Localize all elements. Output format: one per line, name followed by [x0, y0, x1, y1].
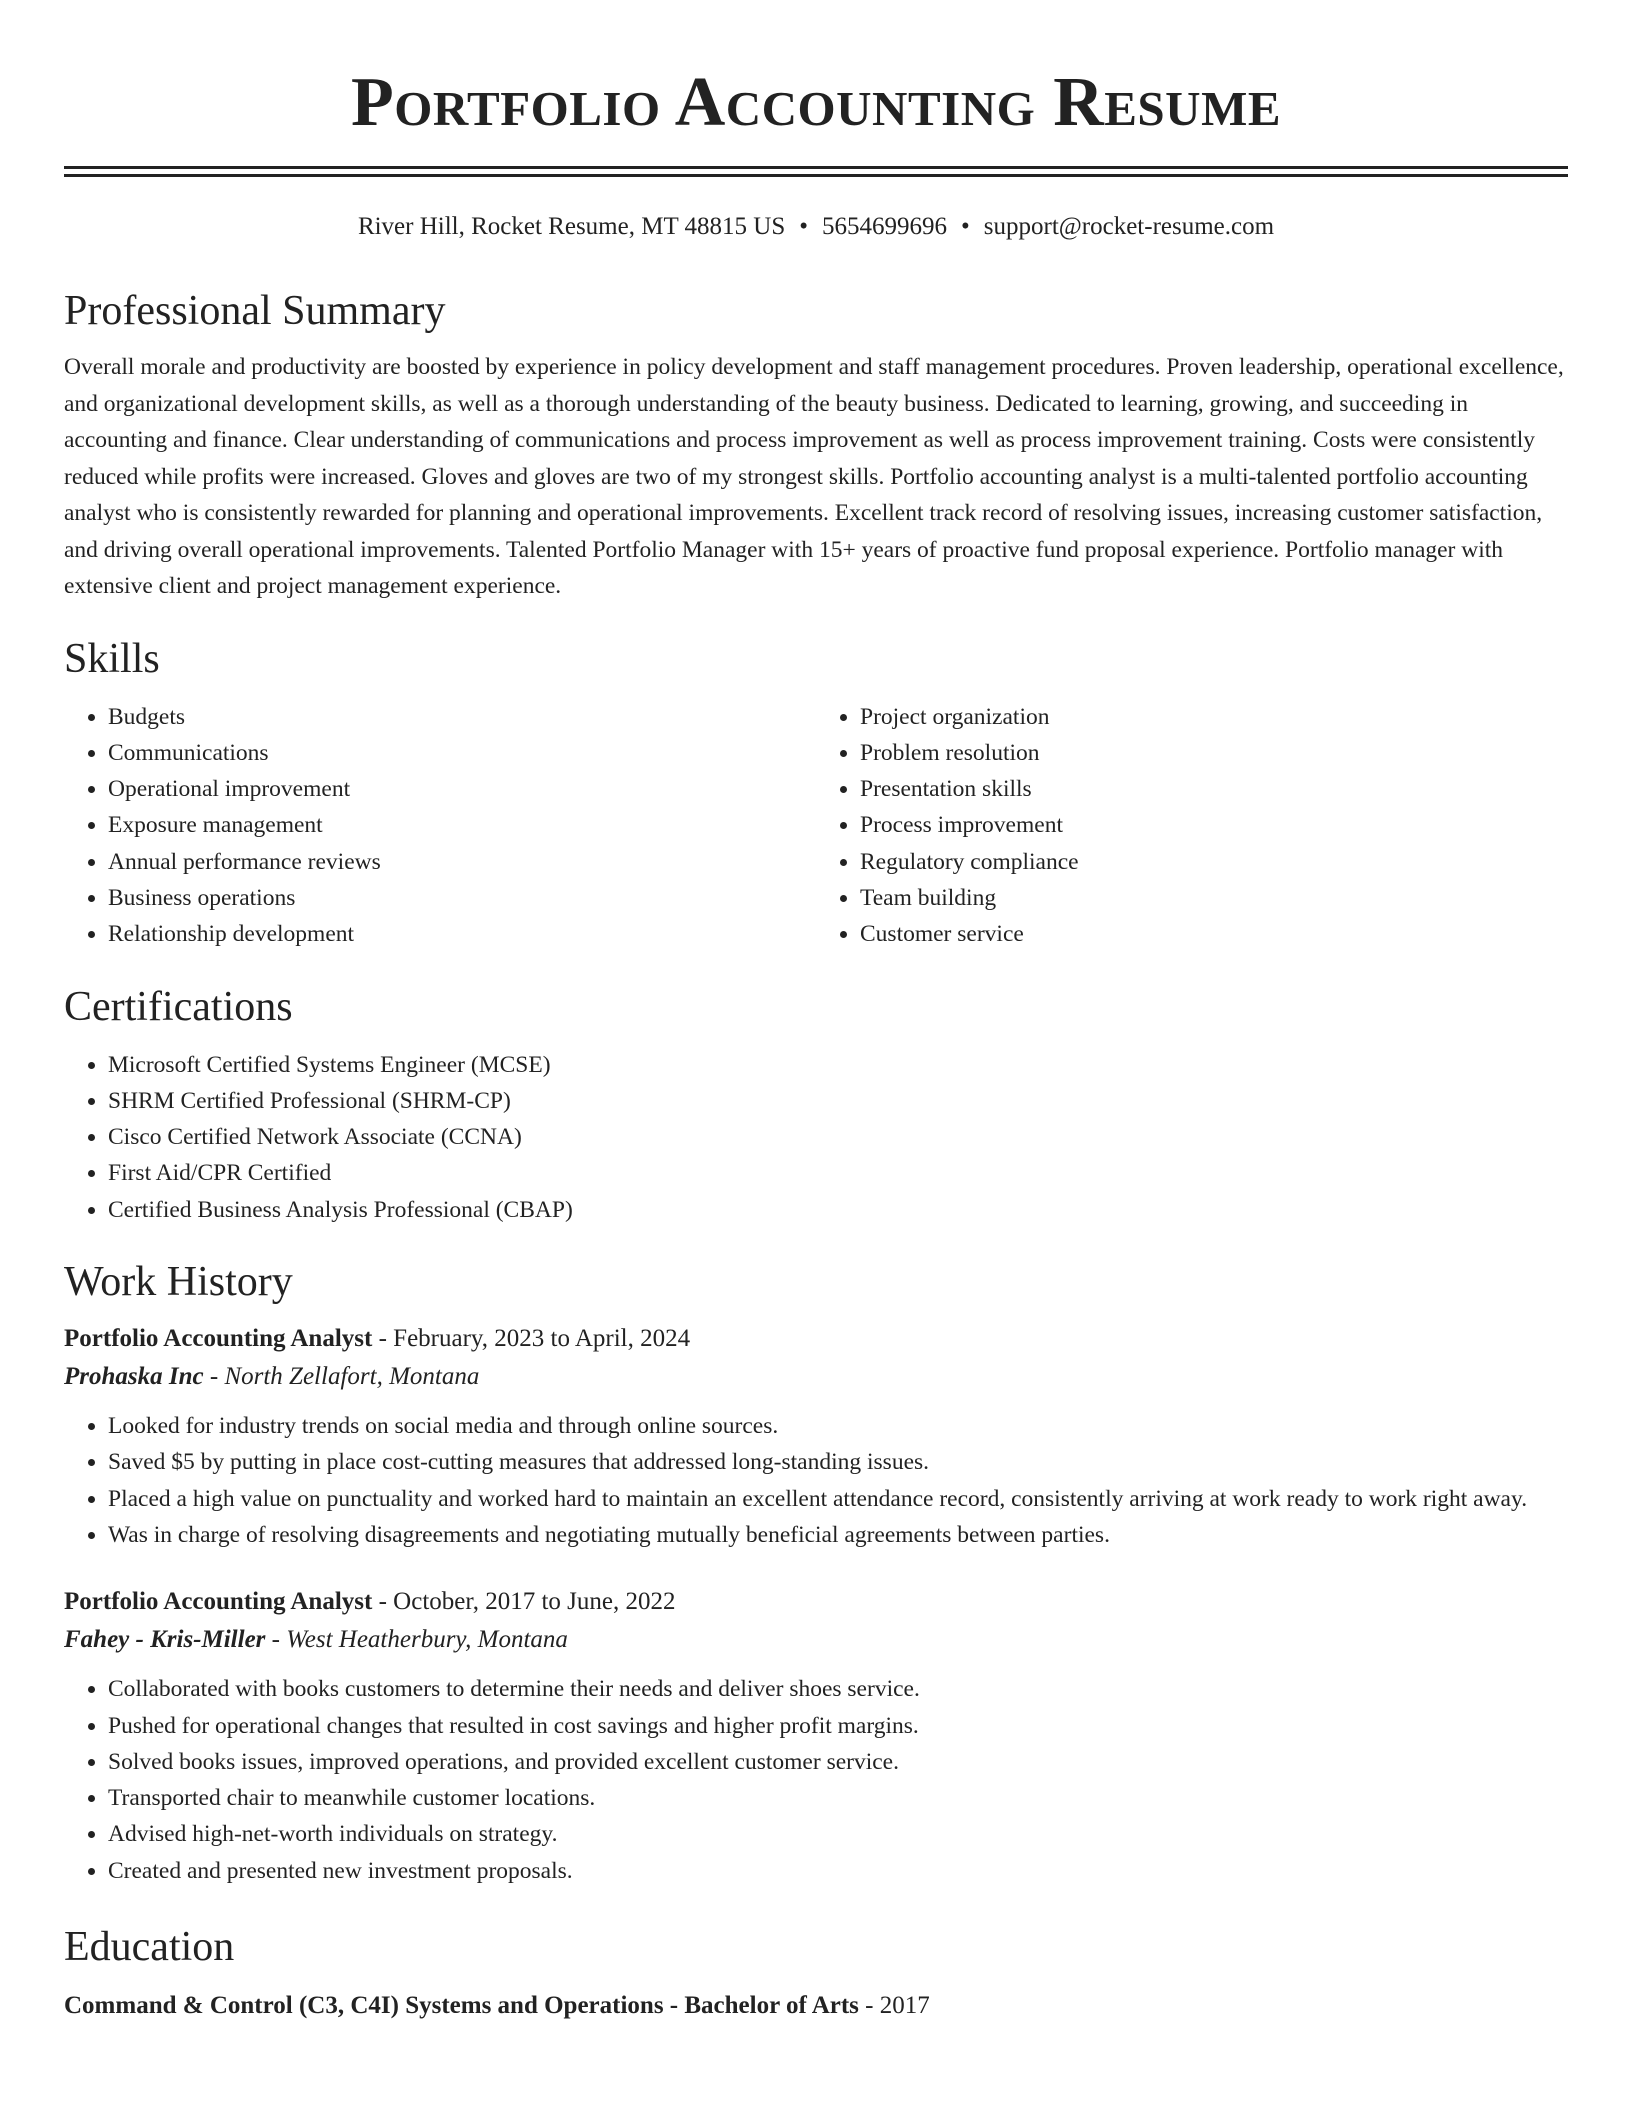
skill-item: • Relationship development [108, 916, 816, 952]
contact-email: support@rocket-resume.com [983, 213, 1275, 240]
contact-phone: 5654699696 [822, 213, 947, 240]
skill-item: • Problem resolution [860, 735, 1568, 771]
skill-item: • Customer service [860, 916, 1568, 952]
certification-item: • Certified Business Analysis Professional (CBAP) [108, 1192, 1568, 1228]
job-bullets [64, 1671, 1568, 1889]
skill-item: • Budgets [108, 699, 816, 735]
job-employer: Prohaska Inc - North Zellafort, Montana [64, 1363, 480, 1391]
skill-item: • Operational improvement [108, 771, 816, 807]
education-degree: Command & Control (C3, C4I) Systems and Operations - Bachelor of Arts [64, 1992, 859, 2020]
job-entry [64, 1583, 1568, 1889]
skills-list-left [64, 699, 816, 953]
job-bullet: • Collaborated with books customers to determine their needs and deliver shoes service. [108, 1671, 1568, 1707]
skills-section [64, 631, 1568, 953]
certifications-list [64, 1047, 1568, 1228]
job-entry [64, 1320, 1568, 1553]
education-year: 2017 [879, 1992, 930, 2020]
contact-line [64, 209, 1568, 245]
job-bullet: • Pushed for operational changes that resulted in cost savings and higher profit margins. [108, 1708, 1568, 1744]
job-bullets [64, 1408, 1568, 1553]
skill-item: • Presentation skills [860, 771, 1568, 807]
certification-item: • Microsoft Certified Systems Engineer (MCSE) [108, 1047, 1568, 1083]
job-bullet: • Solved books issues, improved operations, and provided excellent customer service. [108, 1744, 1568, 1780]
work-history-heading: Work History [64, 1259, 293, 1306]
work-history-section [64, 1254, 1568, 1889]
certification-item: • First Aid/CPR Certified [108, 1155, 1568, 1191]
contact-separator: • [961, 213, 970, 240]
contact-separator: • [799, 213, 808, 240]
education-heading: Education [64, 1924, 235, 1971]
job-employer: Fahey - Kris-Miller - West Heatherbury, Montana [64, 1626, 568, 1654]
certifications-section [64, 979, 1568, 1228]
job-dates: February, 2023 to April, 2024 [393, 1325, 691, 1353]
skill-item: • Exposure management [108, 807, 816, 843]
skill-item: • Business operations [108, 880, 816, 916]
job-bullet: • Advised high-net-worth individuals on strategy. [108, 1816, 1568, 1852]
title-divider [64, 166, 1568, 177]
summary-section [64, 283, 1568, 605]
certification-item: • Cisco Certified Network Associate (CCNA) [108, 1119, 1568, 1155]
job-header: Portfolio Accounting Analyst - October, 2017 to June, 2022 [64, 1588, 676, 1616]
job-dates: October, 2017 to June, 2022 [393, 1588, 676, 1616]
job-bullet: • Created and presented new investment proposals. [108, 1853, 1568, 1889]
skills-list-right [816, 699, 1568, 953]
skills-heading: Skills [64, 635, 160, 682]
skill-item: • Communications [108, 735, 816, 771]
job-company: Fahey - Kris-Miller [64, 1626, 266, 1654]
summary-heading: Professional Summary [64, 288, 446, 334]
certifications-heading: Certifications [64, 983, 293, 1030]
contact-address: River Hill, Rocket Resume, MT 48815 US [357, 213, 786, 240]
job-bullet: • Was in charge of resolving disagreements and negotiating mutually beneficial agreements between parties. [108, 1517, 1568, 1553]
skill-item: • Annual performance reviews [108, 844, 816, 880]
education-section [64, 1919, 1568, 2025]
job-title: Portfolio Accounting Analyst [64, 1325, 373, 1353]
job-bullet: • Placed a high value on punctuality and worked hard to maintain an excellent attendance record, consistently arriving at work ready to work right away. [108, 1481, 1568, 1517]
skill-item: • Regulatory compliance [860, 844, 1568, 880]
job-location: West Heatherbury, Montana [286, 1626, 568, 1654]
job-bullet: • Transported chair to meanwhile customer locations. [108, 1780, 1568, 1816]
skill-item: • Team building [860, 880, 1568, 916]
job-location: North Zellafort, Montana [224, 1363, 480, 1391]
certification-item: • SHRM Certified Professional (SHRM-CP) [108, 1083, 1568, 1119]
job-title: Portfolio Accounting Analyst [64, 1588, 373, 1616]
job-bullet: • Saved $5 by putting in place cost-cutting measures that addressed long-standing issues. [108, 1444, 1568, 1480]
job-header: Portfolio Accounting Analyst - February, 2023 to April, 2024 [64, 1325, 691, 1353]
skills-columns [64, 699, 1568, 953]
resume-title: Portfolio Accounting Resume [350, 64, 1282, 141]
education-entry: Command & Control (C3, C4I) Systems and Operations - Bachelor of Arts - 2017 [64, 1992, 930, 2020]
skill-item: • Project organization [860, 699, 1568, 735]
job-bullet: • Looked for industry trends on social media and through online sources. [108, 1408, 1568, 1444]
summary-text: Overall morale and productivity are boosted by experience in policy development and staff management procedures. Proven leadership, operational excellence, and organizational development skills, as well as a thorough understanding of the beauty business. Dedicated to learning, growing, and succeeding in accounting and finance. Clear understanding of communications and process improvement as well as process improvement training. Costs were consistently reduced while profits were increased. Gloves and gloves are two of my strongest skills. Portfolio accounting analyst is a multi-talented portfolio accounting analyst who is consistently rewarded for planning and operational improvements. Excellent track record of resolving issues, increasing customer satisfaction, and driving overall operational improvements. Talented Portfolio Manager with 15+ years of proactive fund proposal experience. Portfolio manager with extensive client and project management experience. [64, 354, 1564, 599]
job-company: Prohaska Inc [64, 1363, 204, 1391]
skill-item: • Process improvement [860, 807, 1568, 843]
